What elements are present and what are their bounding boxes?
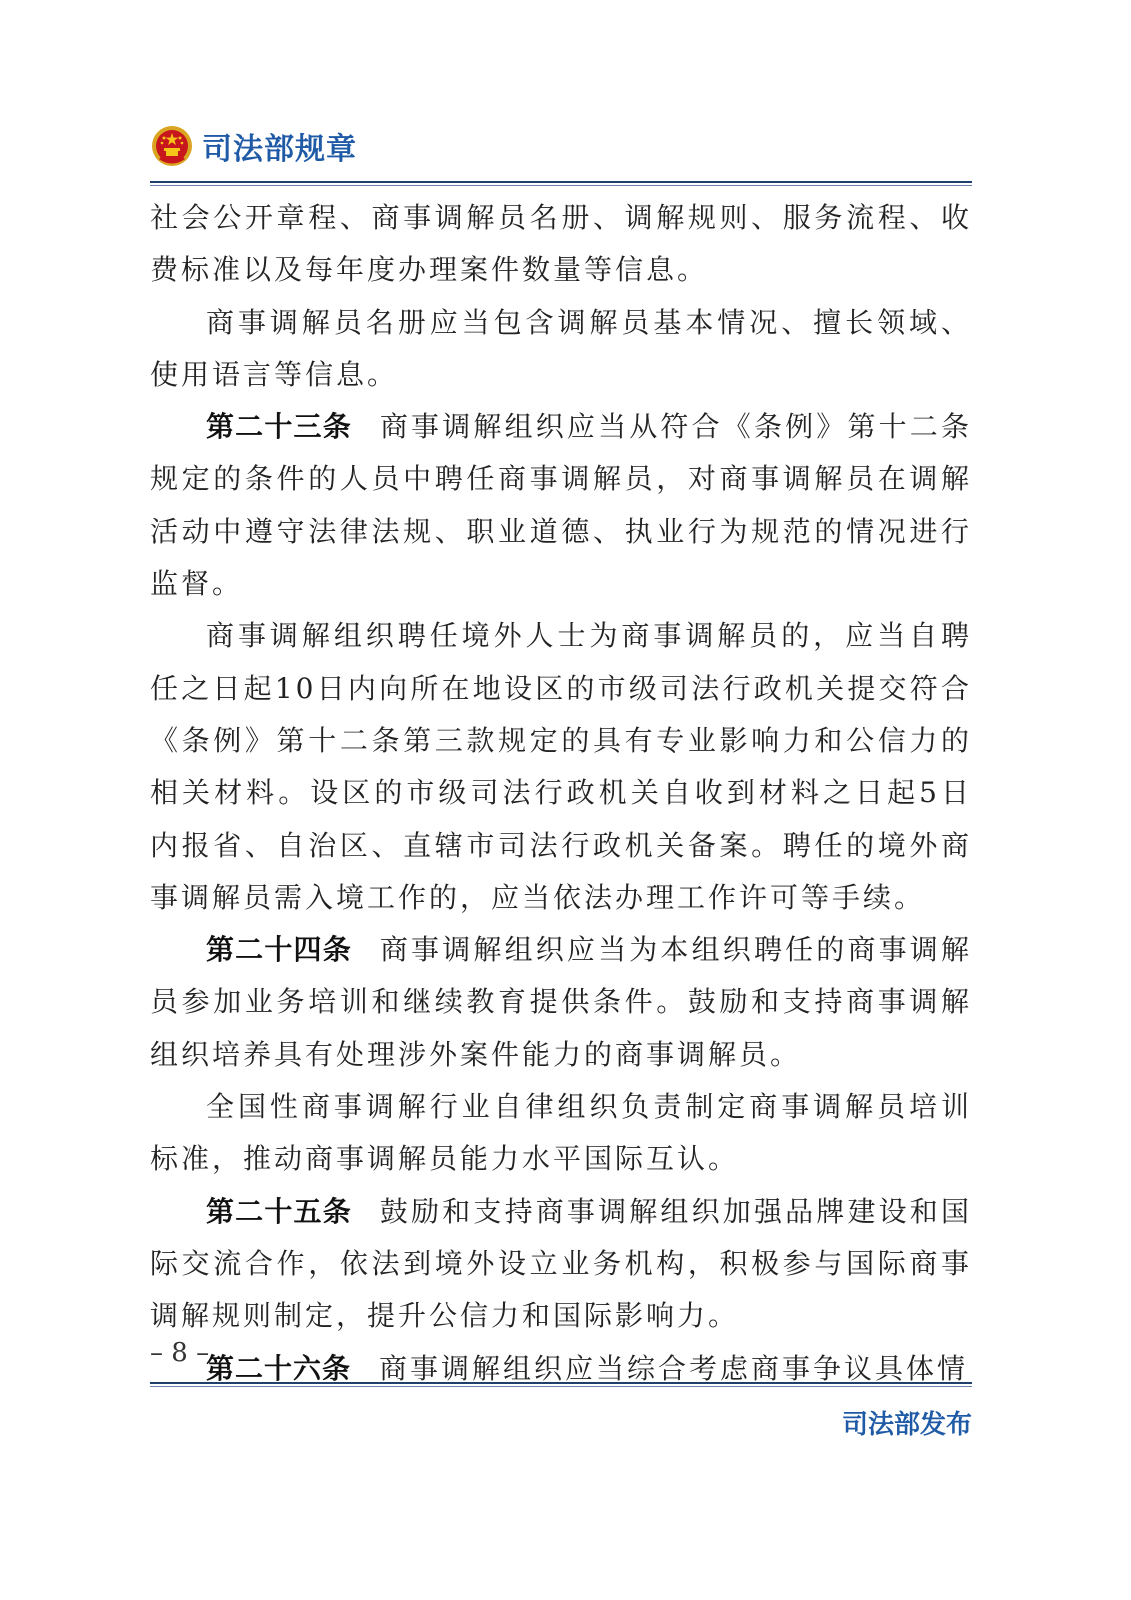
article-number: 第二十六条 [206, 1351, 352, 1385]
body-paragraph [150, 610, 972, 924]
body-paragraph [150, 192, 972, 297]
article-number: 第二十三条 [206, 410, 352, 444]
header-divider [150, 181, 972, 186]
article-number: 第二十五条 [206, 1194, 352, 1228]
paragraph-text: 鼓励和支持商事调解组织加强品牌建设和国际交流合作，依法到境外设立业务机构，积极参与国际商事调解规则制定，提升公信力和国际影响力。 [150, 1194, 972, 1333]
paragraph-text: 商事调解组织应当综合考虑商事争议具体情 [379, 1351, 969, 1385]
page-number: – 8 – [150, 1338, 210, 1368]
paragraph-text: 全国性商事调解行业自律组织负责制定商事调解员培训标准，推动商事调解员能力水平国际互认。 [150, 1090, 972, 1176]
article-paragraph [150, 401, 972, 610]
national-emblem-icon [150, 124, 194, 168]
paragraph-text: 商事调解员名册应当包含调解员基本情况、擅长领域、使用语言等信息。 [150, 305, 972, 391]
document-body [150, 192, 972, 1395]
article-paragraph [150, 924, 972, 1081]
body-paragraph [150, 297, 972, 402]
paragraph-text: 商事调解组织应当为本组织聘任的商事调解员参加业务培训和继续教育提供条件。鼓励和支持商事调解组织培养具有处理涉外案件能力的商事调解员。 [150, 933, 972, 1071]
article-paragraph [150, 1186, 972, 1343]
paragraph-text: 商事调解组织应当从符合《条例》第十二条规定的条件的人员中聘任商事调解员，对商事调解员在调解活动中遵守法律法规、职业道德、执业行为规范的情况进行监督。 [150, 410, 972, 601]
footer-publisher: 司法部发布 [841, 1410, 972, 1440]
footer-divider [150, 1382, 972, 1387]
article-number: 第二十四条 [206, 933, 352, 967]
header-title: 司法部规章 [202, 132, 357, 167]
paragraph-text: 社会公开章程、商事调解员名册、调解规则、服务流程、收费标准以及每年度办理案件数量等信息。 [150, 201, 972, 287]
paragraph-text: 商事调解组织聘任境外人士为商事调解员的，应当自聘任之日起10日内向所在地设区的市级司法行政机关提交符合《条例》第十二条第三款规定的具有专业影响力和公信力的相关材料。设区的市级司法行政机关自收到材料之日起5日内报省、自治区、直辖市司法行政机关备案。聘任的境外商事调解员需入境工作的，应当依法办理工作许可等手续。 [150, 619, 972, 914]
page-header [150, 118, 357, 174]
body-paragraph [150, 1081, 972, 1186]
